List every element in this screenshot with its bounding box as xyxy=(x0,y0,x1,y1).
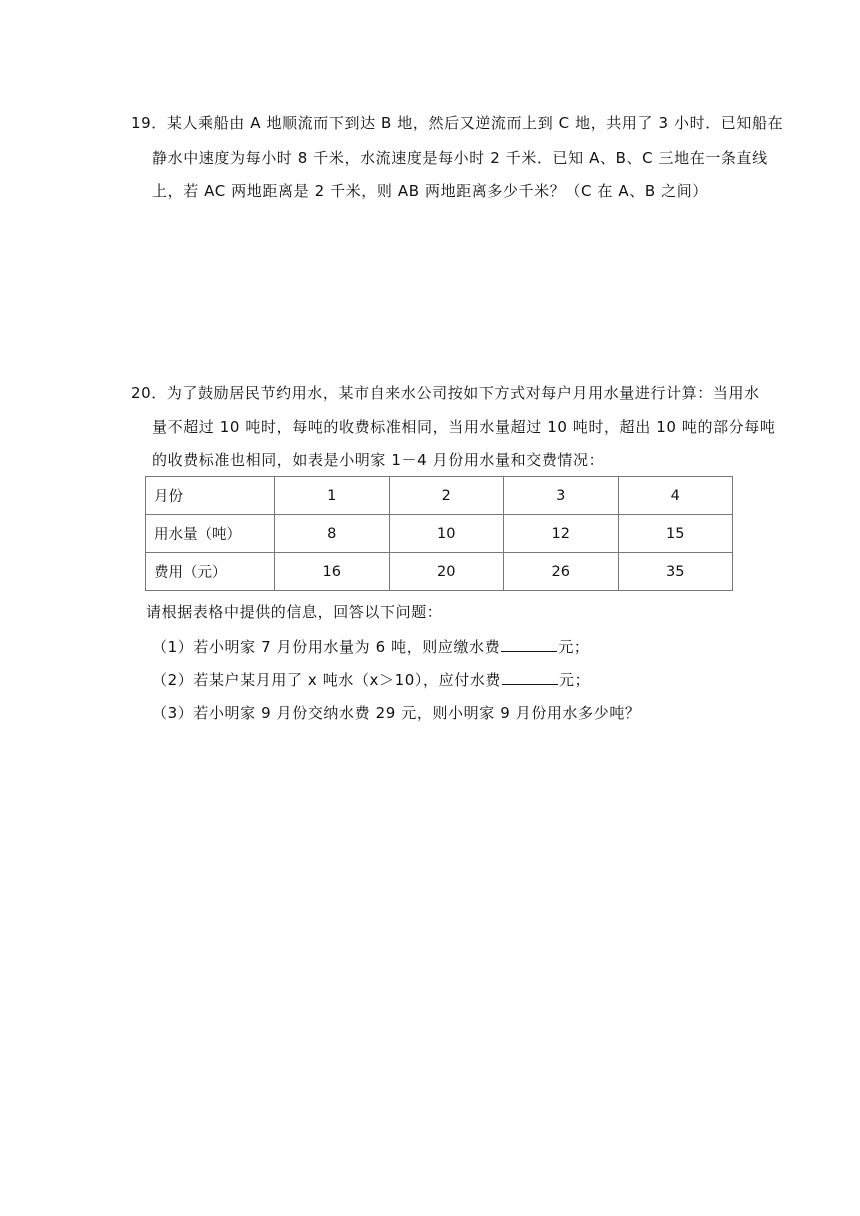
table-cell: 26 xyxy=(504,553,619,591)
q19-line-3: 上，若 AC 两地距离是 2 千米，则 AB 两地距离多少千米？（C 在 A、B 之间） xyxy=(152,182,708,200)
water-usage-table xyxy=(145,476,733,591)
table-cell: 2 xyxy=(389,477,504,515)
q20-sub-3: （3）若小明家 9 月份交纳水费 29 元，则小明家 9 月份用水多少吨？ xyxy=(152,704,641,722)
row-label-month: 月份 xyxy=(146,477,275,515)
table-cell: 8 xyxy=(275,515,390,553)
table-cell: 1 xyxy=(275,477,390,515)
q20-line-3: 的收费标准也相同，如表是小明家 1－4 月份用水量和交费情况： xyxy=(152,451,605,469)
row-label-water: 用水量（吨） xyxy=(146,515,275,553)
sub-1-unit: 元； xyxy=(558,638,590,656)
sub-2-unit: 元； xyxy=(559,671,591,689)
table-cell: 4 xyxy=(618,477,733,515)
table-row xyxy=(146,477,733,515)
table-cell: 20 xyxy=(389,553,504,591)
q20-line-1: 20．为了鼓励居民节约用水，某市自来水公司按如下方式对每户月用水量进行计算：当用水 xyxy=(131,384,760,402)
row-label-fee: 费用（元） xyxy=(146,553,275,591)
q20-line-2: 量不超过 10 吨时，每吨的收费标准相同，当用水量超过 10 吨时，超出 10 吨的部分每吨 xyxy=(152,418,776,436)
table-row xyxy=(146,553,733,591)
q20-sub-2 xyxy=(152,669,590,690)
table-row xyxy=(146,515,733,553)
sub-1-text: （1）若小明家 7 月份用水量为 6 吨，则应缴水费 xyxy=(152,638,501,656)
q20-sub-1 xyxy=(152,636,590,657)
table-cell: 16 xyxy=(275,553,390,591)
q20-prompt: 请根据表格中提供的信息，回答以下问题： xyxy=(146,603,443,621)
q19-line-2: 静水中速度为每小时 8 千米，水流速度是每小时 2 千米．已知 A、B、C 三地在一条直线 xyxy=(152,149,768,167)
table-cell: 35 xyxy=(618,553,733,591)
q19-line-1: 19．某人乘船由 A 地顺流而下到达 B 地，然后又逆流而上到 C 地，共用了 3 小时．已知船在 xyxy=(131,114,784,132)
table-cell: 12 xyxy=(504,515,619,553)
answer-blank xyxy=(502,683,558,685)
sub-2-text: （2）若某户某月用了 x 吨水（x＞10），应付水费 xyxy=(152,671,502,689)
answer-blank xyxy=(501,650,557,652)
table-cell: 3 xyxy=(504,477,619,515)
table-cell: 10 xyxy=(389,515,504,553)
table-cell: 15 xyxy=(618,515,733,553)
